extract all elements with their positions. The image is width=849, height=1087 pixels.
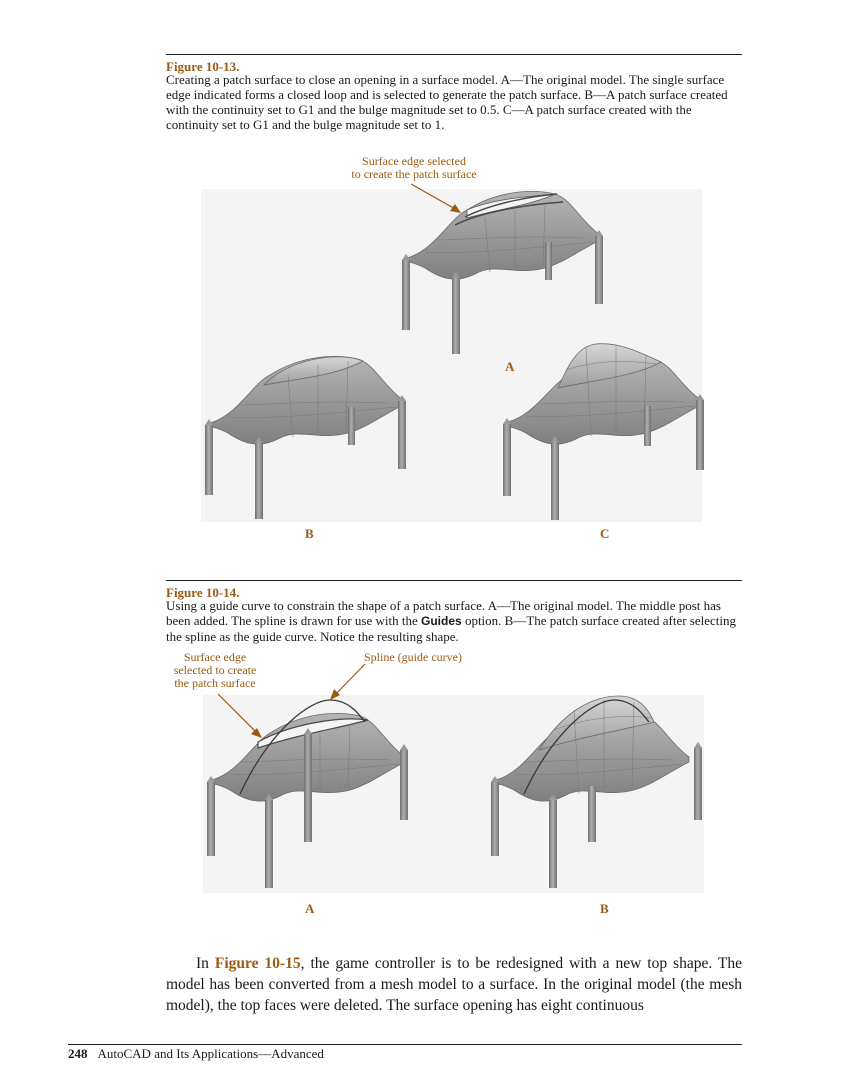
caption-part-1: Using a guide curve to constrain the shape of a patch surface. A—The original model. The middle post has been added. The spline is drawn for use with the <box>166 598 721 628</box>
footer-rule <box>68 1044 742 1045</box>
callout-line-2: selected to create <box>173 663 257 677</box>
callout-line-2: to create the patch surface <box>351 167 477 181</box>
callout-line-1: Surface edge <box>183 650 247 664</box>
callout-arrow <box>405 180 475 220</box>
model-b-bulge-05 <box>198 345 428 525</box>
figure-13-label-b: B <box>305 526 314 541</box>
callout-line-3: the patch surface <box>174 676 256 690</box>
body-paragraph <box>166 953 742 1016</box>
page-footer <box>68 1046 324 1062</box>
figure-13-caption: Creating a patch surface to close an opening in a surface model. A—The original model. The single surface edge indicated forms a closed loop and is selected to generate the patch surface. B—A patch surface created with the continuity set to G1 and the bulge magnitude set to 0.5. C—A patch surface created with the continuity set to G1 and the bulge magnitude set to 1. <box>166 72 728 132</box>
figure-13-top-rule <box>166 54 742 55</box>
figure-10-15-link[interactable]: Figure 10-15 <box>214 955 301 972</box>
figure-13-label-a: A <box>505 359 515 374</box>
figure-13-title: Figure 10-13. <box>166 59 240 74</box>
callout-line-1: Surface edge selected <box>362 154 466 168</box>
page-number: 248 <box>68 1046 88 1061</box>
figure-14-label-a: A <box>305 901 315 916</box>
figure-13-callout-surface-edge <box>336 155 492 181</box>
figure-14-title: Figure 10-14. <box>166 585 240 600</box>
figure-14-label-b: B <box>600 901 609 916</box>
model-b-guided-patch <box>484 690 714 895</box>
guides-option: Guides <box>421 614 462 628</box>
figure-14-caption <box>166 598 742 644</box>
figure-13-label-c: C <box>600 526 610 541</box>
body-prefix: In <box>196 955 215 972</box>
model-c-bulge-1 <box>496 340 726 525</box>
figure-14-top-rule <box>166 580 742 581</box>
body-text: , the game controller is to be redesigned with a new top shape. The model has been converted from a mesh model to a surface. In the original model (the mesh model), the top faces were deleted. The surface opening has eight continuous <box>166 955 742 1014</box>
caption-part-2: option. B—The patch surface created after selecting the spline as the guide curve. Notice the resulting shape. <box>166 613 737 644</box>
callout-arrows <box>210 660 370 740</box>
book-title: AutoCAD and Its Applications—Advanced <box>97 1046 324 1061</box>
figure-14-callout-spline: Spline (guide curve) <box>364 650 462 664</box>
